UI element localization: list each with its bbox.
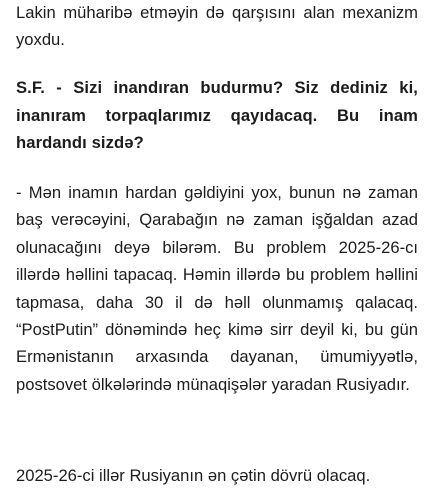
intro-paragraph: Lakin müharibə etməyin də qarşısını alan mexanizm yoxdu. xyxy=(16,3,418,50)
closing-line: 2025-26-ci illər Rusiyanın ən çətin dövrü olacaq. xyxy=(16,466,371,485)
answer-paragraph: - Mən inamın hardan gəldiyini yox, bunun nə zaman baş verəcəyini, Qarabağın nə zaman işğaldan azad olunacağını deyə bilərəm. Bu problem 2025-26-cı illərdə həllini tapacaq. Həmin illərdə bu problem həllini tapmasa, daha 30 il də həll olunmamış qalacaq. “PostPutin” dönəmində heç kimə sirr deyil ki, bu gün Ermənistanın arxasında dayanan, ümumiyyətlə, postsovet ölkələrində münaqişələr yaradan Rusiyadır. xyxy=(16,183,418,394)
question-paragraph: S.F. - Sizi inandıran budurmu? Siz dediniz ki, inanıram torpaqlarımız qayıdacaq. Bu inam hardandı sizdə? xyxy=(16,78,418,153)
